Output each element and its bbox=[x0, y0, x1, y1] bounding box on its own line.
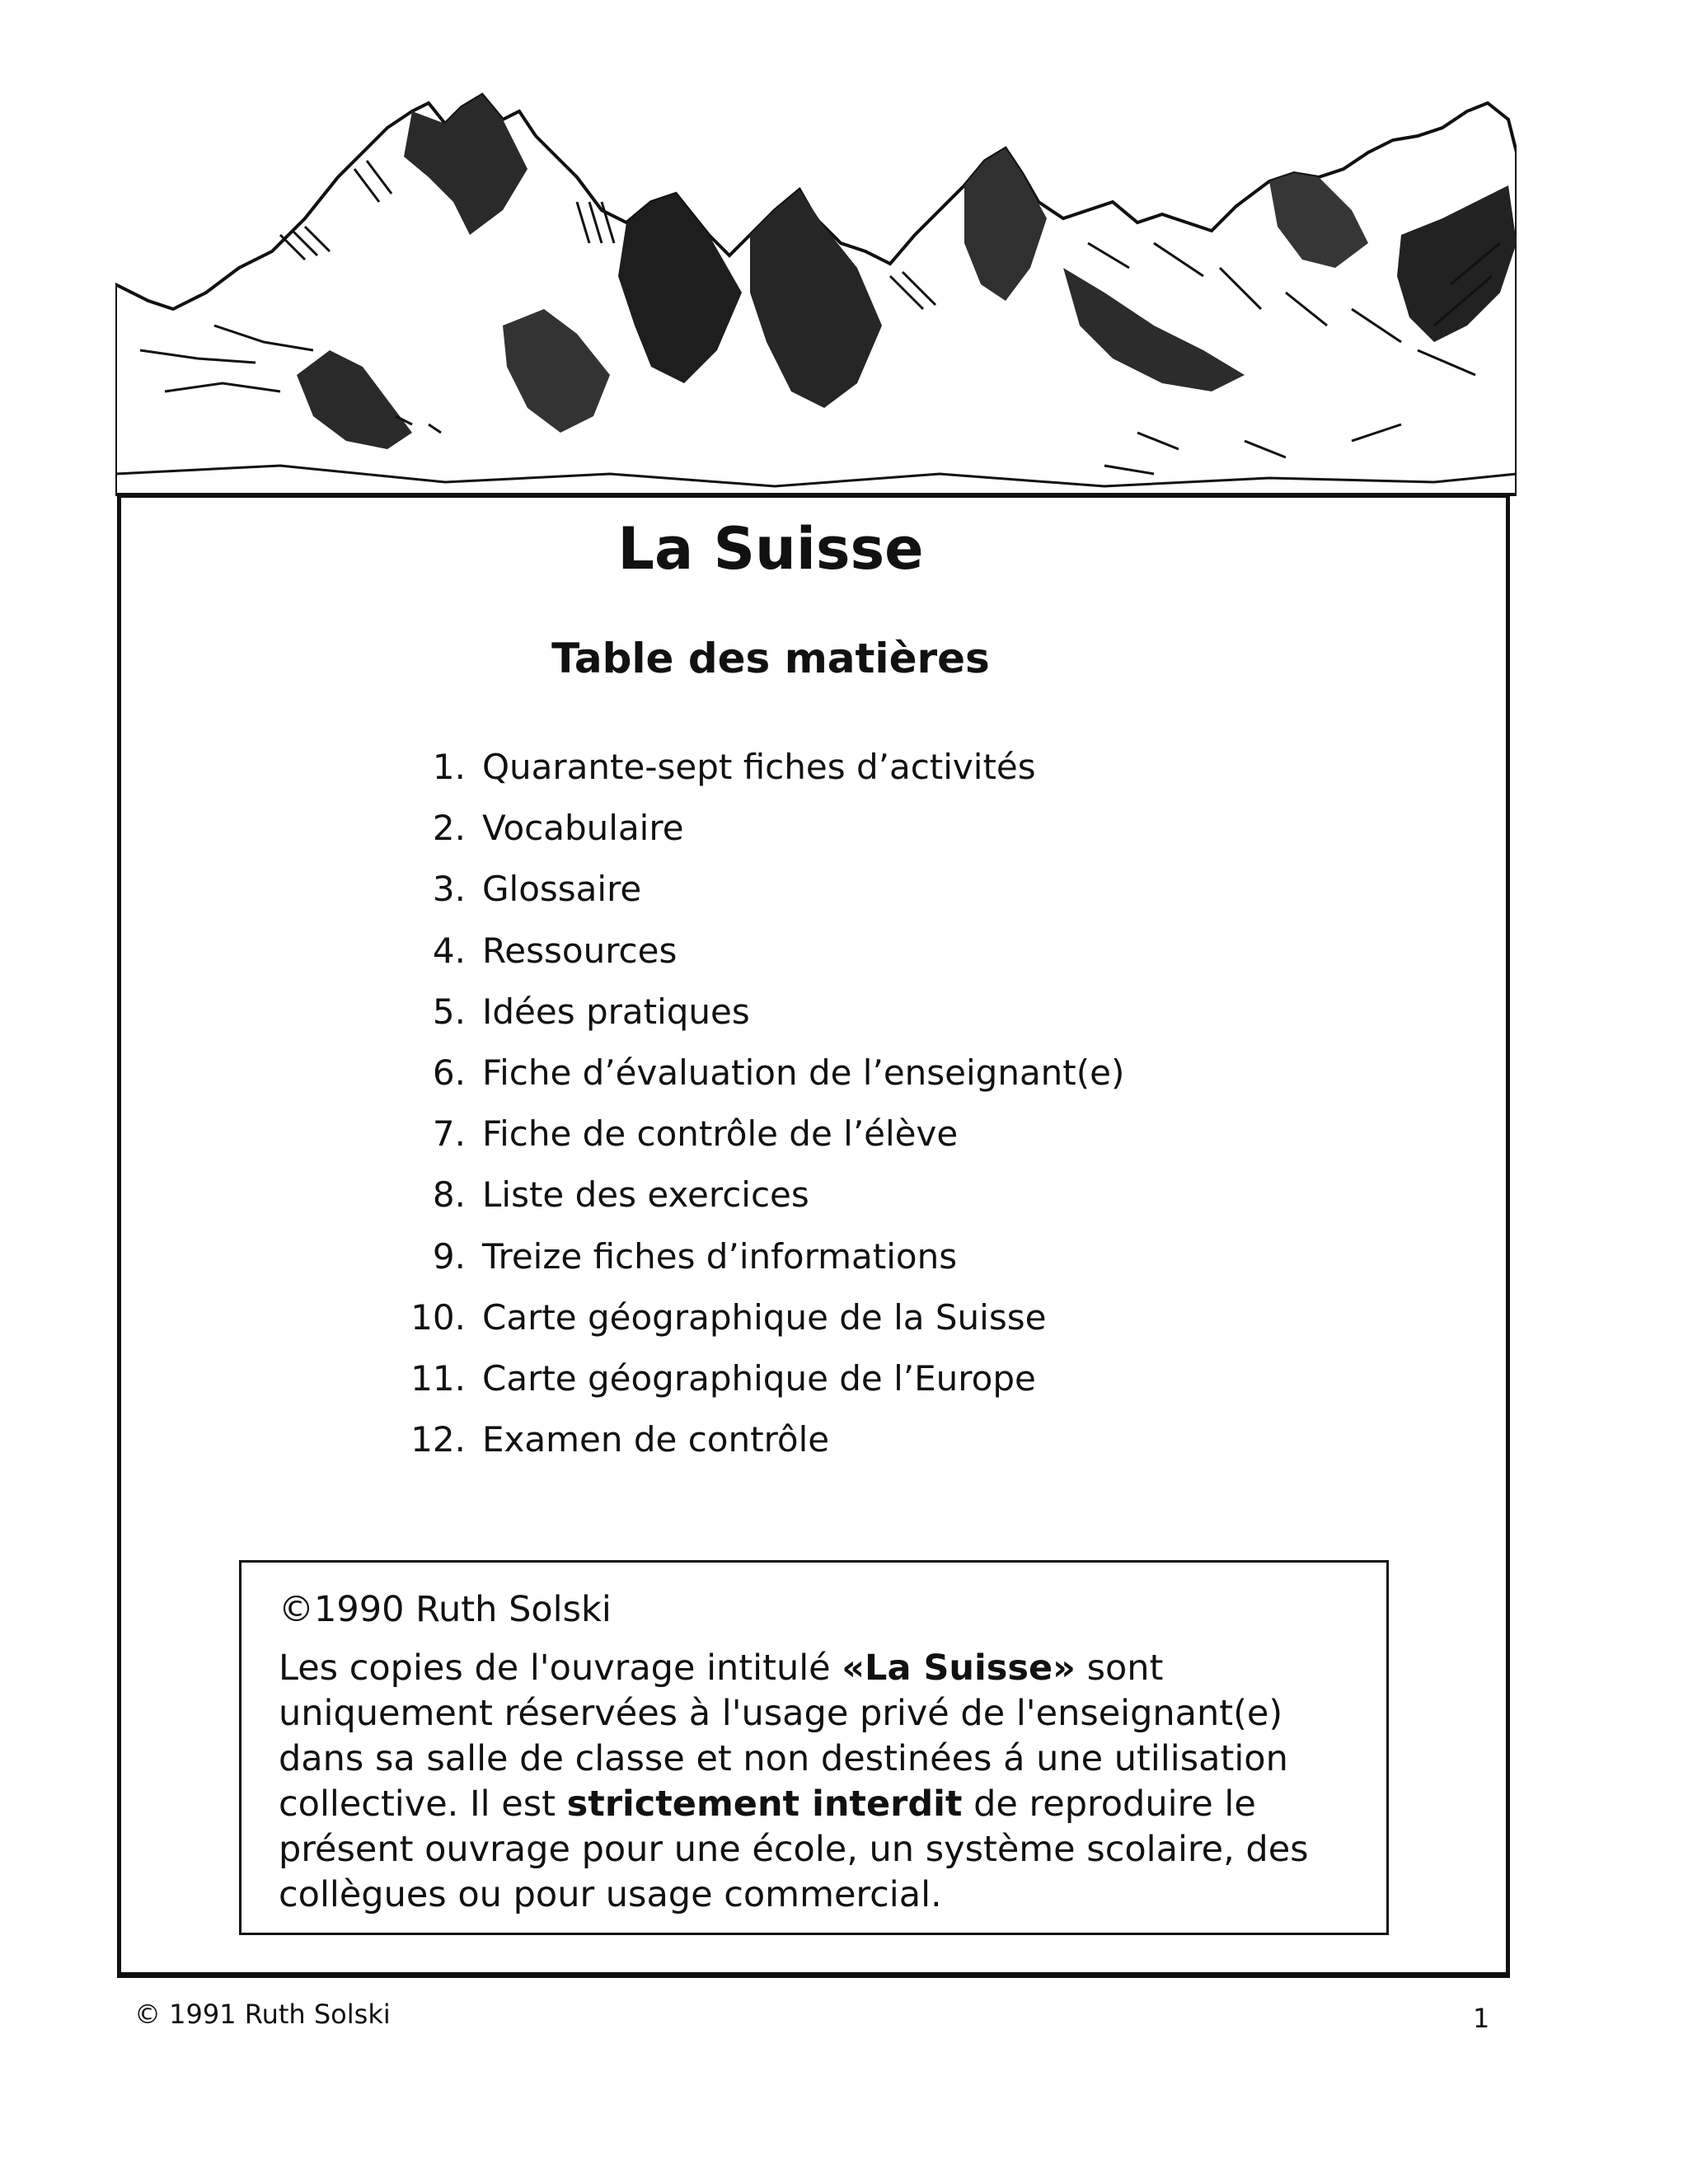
notice-prohibition: strictement interdit bbox=[566, 1783, 963, 1825]
toc-item-number: 9. bbox=[432, 1235, 466, 1277]
toc-item-text: Vocabulaire bbox=[482, 808, 684, 849]
toc-item-text: Carte géographique de la Suisse bbox=[482, 1296, 1047, 1338]
toc-item bbox=[408, 868, 1124, 929]
toc-item bbox=[408, 1113, 1124, 1174]
toc-item bbox=[408, 991, 1124, 1052]
toc-item-number: 10. bbox=[410, 1296, 466, 1338]
toc-item bbox=[408, 1052, 1124, 1113]
notice-text-part2: sont uniquement réservées à l'usage privé de l'enseignant(e) dans sa salle de classe et non destinées á une utilisation collective. Il est bbox=[279, 1647, 1288, 1825]
toc-item-number: 6. bbox=[432, 1052, 466, 1093]
page-number: 1 bbox=[1473, 2003, 1490, 2034]
notice-text-part3: de reproduire le présent ouvrage pour une école, un système scolaire, des collègues ou pour usage commercial. bbox=[279, 1783, 1309, 1915]
toc-item bbox=[408, 930, 1124, 991]
toc-item-number: 7. bbox=[432, 1113, 466, 1155]
copyright-notice-box bbox=[239, 1560, 1389, 1935]
toc-item-text: Treize fiches d’informations bbox=[482, 1235, 958, 1277]
toc-item-number: 1. bbox=[432, 747, 466, 787]
toc-heading: Table des matières bbox=[551, 635, 990, 682]
mountain-illustration bbox=[115, 78, 1517, 507]
toc-item-text: Ressources bbox=[482, 930, 678, 971]
table-of-contents bbox=[408, 746, 1124, 1479]
toc-item-text: Fiche de contrôle de l’élève bbox=[482, 1113, 959, 1155]
toc-item-number: 5. bbox=[432, 991, 466, 1032]
toc-item bbox=[408, 1235, 1124, 1296]
toc-item bbox=[408, 1296, 1124, 1357]
toc-item-text: Liste des exercices bbox=[482, 1174, 809, 1216]
toc-item-number: 3. bbox=[432, 869, 466, 910]
notice-book-title: «La Suisse» bbox=[842, 1647, 1076, 1689]
toc-item-text: Carte géographique de l’Europe bbox=[482, 1357, 1036, 1399]
toc-item-number: 11. bbox=[410, 1357, 466, 1399]
toc-item-text: Glossaire bbox=[482, 869, 642, 910]
toc-item-text: Quarante-sept fiches d’activités bbox=[482, 747, 1036, 787]
page-title: La Suisse bbox=[617, 515, 924, 583]
toc-item bbox=[408, 1418, 1124, 1479]
toc-item-number: 4. bbox=[432, 930, 466, 971]
toc-item-number: 2. bbox=[432, 808, 466, 849]
toc-item-number: 8. bbox=[432, 1174, 466, 1216]
toc-item bbox=[408, 746, 1124, 807]
notice-copyright: ©1990 Ruth Solski bbox=[279, 1589, 612, 1630]
toc-item-text: Fiche d’évaluation de l’enseignant(e) bbox=[482, 1052, 1125, 1093]
toc-item-text: Idées pratiques bbox=[482, 991, 750, 1032]
footer-copyright: © 1991 Ruth Solski bbox=[134, 1999, 391, 2030]
notice-text-part1: Les copies de l'ouvrage intitulé bbox=[279, 1647, 842, 1689]
toc-item-number: 12. bbox=[410, 1419, 466, 1460]
toc-item-text: Examen de contrôle bbox=[482, 1419, 830, 1460]
toc-item bbox=[408, 807, 1124, 868]
toc-item bbox=[408, 1174, 1124, 1235]
notice-text bbox=[279, 1646, 1353, 1918]
toc-item bbox=[408, 1357, 1124, 1418]
